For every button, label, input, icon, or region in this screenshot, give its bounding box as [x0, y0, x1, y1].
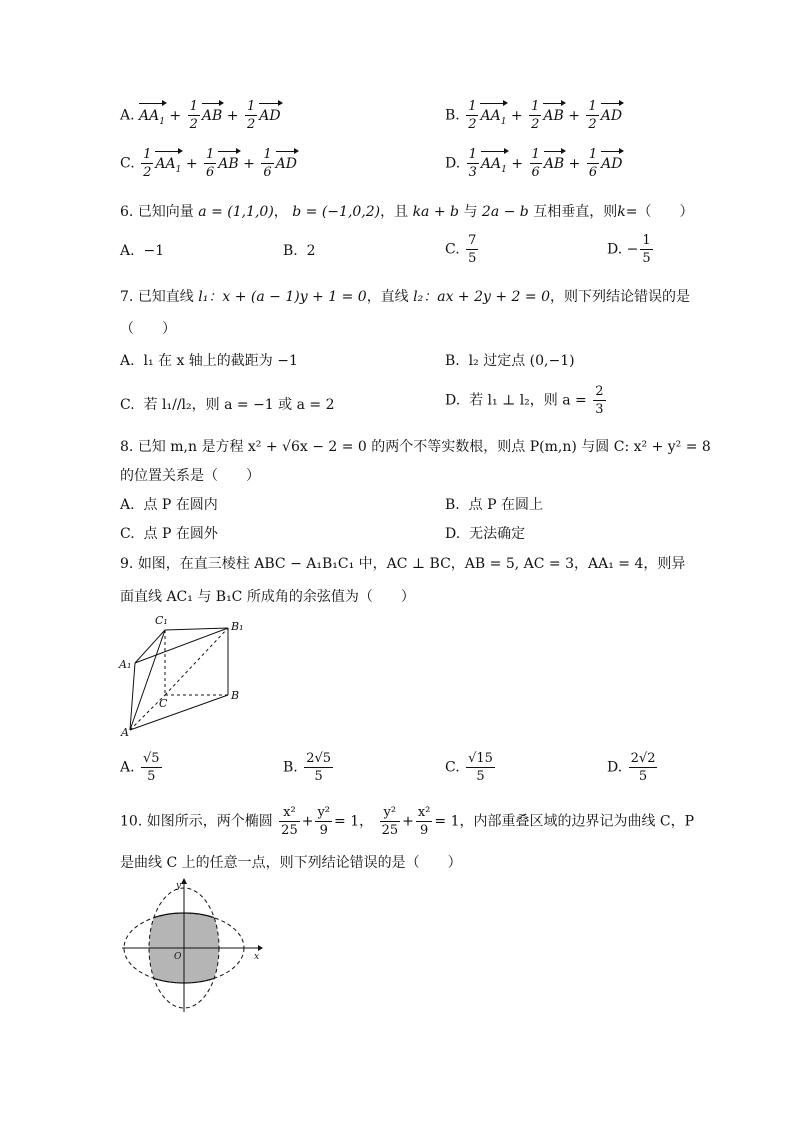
- option-label: B.: [445, 107, 460, 124]
- question-text: =（ ）: [625, 204, 694, 220]
- option-expr: $\frac{1}{3}$ $AA_1$ + $\frac{1}{6}$ AB + $\frac{1}{6}$ AD: [468, 147, 623, 180]
- variable-k: k: [617, 204, 626, 220]
- q9-option-b[interactable]: [283, 752, 335, 783]
- question-7: [120, 286, 690, 306]
- fraction: $\frac{1}{5}$: [642, 233, 651, 266]
- q7-option-a[interactable]: [120, 350, 298, 370]
- question-text: 已知向量: [137, 204, 194, 220]
- prev-option-d[interactable]: [445, 148, 622, 179]
- option-label: A.: [120, 243, 135, 259]
- option-value: 2: [306, 243, 316, 259]
- question-text: 与: [463, 204, 478, 220]
- q8-option-c[interactable]: [120, 523, 218, 543]
- option-label: D.: [607, 759, 623, 776]
- question-6: 6. 已知向量 a = (1,1,0)， b = (−1,0,2)，且 ka + b 与 2a − b 互相垂直，则k=（ ）: [120, 204, 694, 220]
- label-a: A: [121, 726, 129, 739]
- question-text: ，内部重叠区域的边界记为曲线 C，P: [459, 813, 695, 830]
- option-text: 点 P 在圆内: [143, 497, 218, 513]
- question-text: 如图，在直三棱柱 ABC − A₁B₁C₁ 中，AC ⊥ BC，AB = 5, AC = 3，AA₁ = 4，则异: [137, 556, 686, 572]
- question-text: 已知 m,n 是方程 x² + √6x − 2 = 0 的两个不等实数根，则点 P(m,n) 与圆 C: x² + y² = 8: [137, 439, 711, 455]
- question-text: 互相垂直，则: [533, 204, 618, 220]
- segment-b1c: [165, 628, 228, 695]
- question-10: 10. 如图所示，两个椭圆 $\frac{\text{x²}}{25}$ + $\frac{\text{y²}}{9}$ = 1， $\frac{\text{y²}}{25}$ + $\frac{\text{x²}}{9}$ = 1，内部重叠区域的边界记为曲线 C，P: [120, 805, 695, 838]
- label-x: x: [254, 952, 260, 962]
- edge-c1-b1: [165, 628, 228, 630]
- label-c1: C₁: [155, 614, 168, 627]
- q6-option-b[interactable]: [283, 243, 316, 259]
- option-value: −1: [143, 243, 165, 259]
- q9-option-a[interactable]: [120, 752, 164, 783]
- fraction: $\frac{√15}{5}$: [468, 751, 493, 784]
- prev-option-c[interactable]: [120, 148, 297, 179]
- expression-2: 2a − b: [481, 204, 529, 220]
- q8-option-a[interactable]: [120, 494, 218, 514]
- option-text: 点 P 在圆上: [468, 497, 543, 513]
- question-number: 8.: [120, 439, 134, 455]
- option-label: C.: [445, 759, 460, 776]
- question-9: [120, 553, 685, 573]
- option-label: C.: [120, 397, 135, 413]
- question-text: ，则下列结论错误的是: [550, 289, 690, 305]
- prism-figure: [115, 610, 255, 740]
- q6-option-c[interactable]: [445, 234, 480, 265]
- option-label: A.: [120, 759, 135, 776]
- option-text: l₁ 在 x 轴上的截距为 −1: [143, 353, 298, 369]
- question-number: 6.: [120, 204, 134, 220]
- question-7-paren: （ ）: [120, 321, 176, 337]
- option-label: D.: [607, 241, 623, 258]
- x-axis-arrow: [258, 945, 263, 951]
- option-label: D.: [445, 526, 461, 542]
- edge-a1-a: [130, 663, 135, 730]
- q9-option-d[interactable]: [607, 752, 659, 783]
- question-8-line2: 的位置关系是（ ）: [120, 468, 260, 484]
- option-label: D.: [445, 155, 461, 172]
- label-a1: A₁: [119, 658, 132, 671]
- line-l2: l₂：ax + 2y + 2 = 0: [413, 289, 550, 305]
- sign: −: [626, 241, 639, 258]
- edge-a-b: [130, 695, 228, 730]
- q7-option-c[interactable]: [120, 394, 335, 414]
- fraction: $\frac{√5}{5}$: [143, 751, 160, 784]
- prev-option-b[interactable]: [445, 100, 622, 131]
- option-label: D.: [445, 392, 461, 409]
- option-label: A.: [120, 107, 135, 124]
- option-label: B.: [283, 759, 298, 776]
- y-axis-arrow: [181, 878, 187, 884]
- fraction: $\frac{2}{3}$: [595, 384, 604, 417]
- prev-option-a[interactable]: [120, 100, 281, 131]
- question-number: 9.: [120, 556, 134, 572]
- edge-c1-a1: [135, 630, 165, 663]
- option-label: B.: [445, 353, 460, 369]
- fraction: $\frac{\text{y²}}{9}$: [317, 805, 331, 838]
- question-10-line2: 是曲线 C 上的任意一点，则下列结论错误的是（ ）: [120, 855, 462, 871]
- option-text: l₂ 过定点 (0,−1): [468, 353, 575, 369]
- q6-option-a[interactable]: [120, 243, 164, 259]
- q7-option-d[interactable]: [445, 385, 608, 416]
- ellipse-figure: [120, 878, 265, 1013]
- option-text: 若 l₁ ⊥ l₂，则 a =: [469, 392, 587, 409]
- option-text: 点 P 在圆外: [143, 526, 218, 542]
- option-label: B.: [445, 497, 460, 513]
- option-label: A.: [120, 497, 135, 513]
- fraction: $\frac{\text{x²}}{25}$: [281, 805, 298, 838]
- question-8: [120, 436, 711, 456]
- label-origin: O: [174, 952, 182, 962]
- option-text: 无法确定: [469, 526, 526, 542]
- option-text: 若 l₁//l₂，则 a = −1 或 a = 2: [143, 397, 335, 413]
- q9-option-c[interactable]: [445, 752, 497, 783]
- line-l1: l₁：x + (a − 1)y + 1 = 0: [198, 289, 367, 305]
- question-number: 10.: [120, 813, 143, 830]
- option-label: C.: [120, 526, 135, 542]
- equals: = 1: [434, 813, 460, 830]
- label-y: y: [176, 881, 182, 891]
- option-label: C.: [445, 241, 460, 258]
- vector-b: b = (−1,0,2): [292, 204, 381, 220]
- q6-option-d[interactable]: [607, 234, 655, 265]
- option-label: C.: [120, 155, 135, 172]
- question-text: ，且: [380, 204, 409, 220]
- vector-a: a = (1,1,0): [198, 204, 274, 220]
- fraction: $\frac{\text{x²}}{9}$: [417, 805, 431, 838]
- fraction: $\frac{2√2}{5}$: [630, 751, 656, 784]
- q8-option-d[interactable]: [445, 523, 525, 543]
- option-expr: $AA_1$ + $\frac{1}{2}$ AB + $\frac{1}{2}$ AD: [139, 99, 281, 132]
- fraction: $\frac{\text{y²}}{25}$: [381, 805, 399, 838]
- question-text: ，直线: [366, 289, 409, 305]
- equals: = 1: [334, 813, 360, 830]
- question-number: 7.: [120, 289, 134, 305]
- fraction: $\frac{2√5}{5}$: [306, 751, 332, 784]
- option-expr: $\frac{1}{2}$ $AA_1$ + $\frac{1}{2}$ AB + $\frac{1}{2}$ AD: [468, 99, 623, 132]
- question-text: 如图所示，两个椭圆: [146, 813, 273, 830]
- fraction: $\frac{7}{5}$: [468, 233, 477, 266]
- question-9-line2: 面直线 AC₁ 与 B₁C 所成角的余弦值为（ ）: [120, 589, 415, 605]
- q8-option-b[interactable]: [445, 494, 543, 514]
- option-label: B.: [283, 243, 298, 259]
- label-c: C: [159, 697, 168, 710]
- label-b1: B₁: [231, 620, 244, 633]
- segment-ac1: [130, 630, 165, 730]
- expression-1: ka + b: [412, 204, 460, 220]
- question-text: 已知直线: [137, 289, 194, 305]
- option-expr: $\frac{1}{2}$ $AA_1$ + $\frac{1}{6}$ AB + $\frac{1}{6}$ AD: [143, 147, 297, 180]
- label-b: B: [231, 689, 240, 702]
- option-label: A.: [120, 353, 135, 369]
- edge-a1-b1: [135, 628, 228, 663]
- q7-option-b[interactable]: [445, 350, 575, 370]
